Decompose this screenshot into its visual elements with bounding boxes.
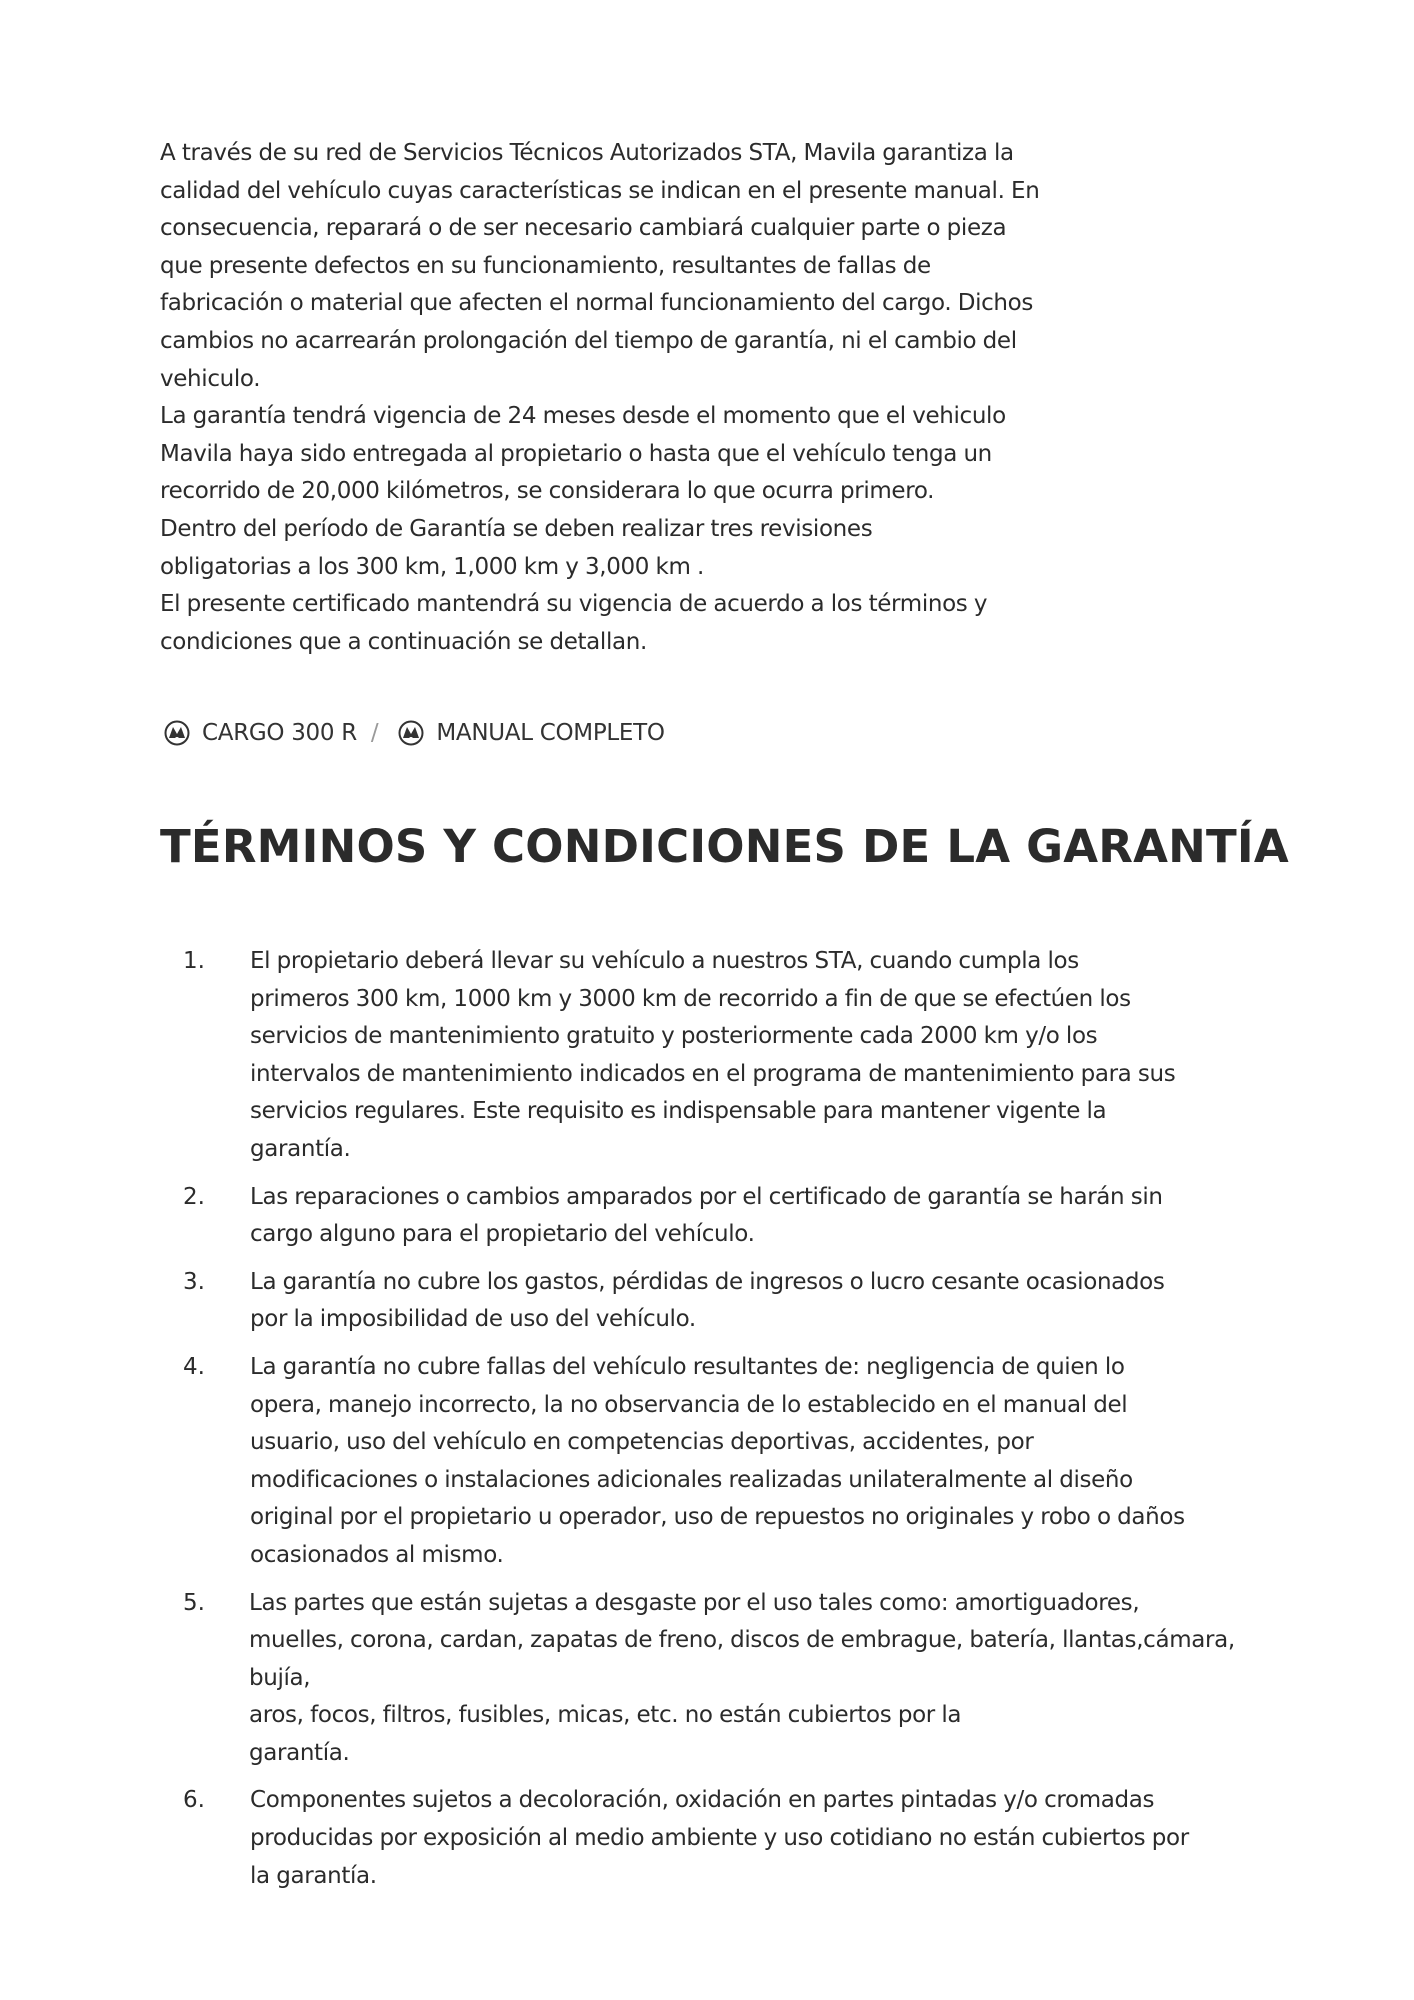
intro-line: A través de su red de Servicios Técnicos Autorizados STA, Mavila garantiza la bbox=[160, 140, 1014, 166]
intro-line: recorrido de 20,000 kilómetros, se considerara lo que ocurra primero. bbox=[160, 478, 935, 505]
list-item bbox=[160, 1264, 1270, 1339]
list-item-line: cargo alguno para el propietario del vehículo. bbox=[250, 1221, 755, 1248]
list-item-text bbox=[250, 943, 1175, 1169]
breadcrumb-item-manual-completo[interactable] bbox=[394, 720, 664, 746]
list-item-line: usuario, uso del vehículo en competencias deportivas, accidentes, por bbox=[250, 1429, 1034, 1456]
list-item-line: La garantía no cubre fallas del vehículo resultantes de: negligencia de quien lo bbox=[250, 1353, 1125, 1380]
list-item-text bbox=[250, 1349, 1185, 1575]
list-item-line: La garantía no cubre los gastos, pérdidas de ingresos o lucro cesante ocasionados bbox=[250, 1268, 1165, 1295]
list-item-number: 3. bbox=[183, 1268, 205, 1295]
intro-line: calidad del vehículo cuyas características se indican en el presente manual. En bbox=[160, 177, 1040, 204]
intro-line: condiciones que a continuación se detallan. bbox=[160, 628, 647, 655]
list-item-line: El propietario deberá llevar su vehículo a nuestros STA, cuando cumpla los bbox=[250, 948, 1079, 974]
brand-logo-icon bbox=[398, 720, 424, 746]
list-item-line: garantía. bbox=[248, 1739, 350, 1766]
list-item-number: 5. bbox=[183, 1589, 205, 1616]
list-item-text bbox=[250, 1264, 1165, 1339]
list-item-text bbox=[250, 1782, 1189, 1895]
list-item-line: modificaciones o instalaciones adicionales realizadas unilateralmente al diseño bbox=[250, 1466, 1133, 1493]
intro-line: Dentro del período de Garantía se deben realizar tres revisiones bbox=[160, 515, 873, 542]
intro-line: consecuencia, reparará o de ser necesario cambiará cualquier parte o pieza bbox=[160, 215, 1007, 242]
intro-paragraph bbox=[160, 135, 1060, 661]
list-item-line: servicios regulares. Este requisito es indispensable para mantener vigente la bbox=[250, 1098, 1107, 1125]
intro-line: que presente defectos en su funcionamiento, resultantes de fallas de bbox=[160, 252, 931, 279]
list-item-line: opera, manejo incorrecto, la no observancia de lo establecido en el manual del bbox=[250, 1391, 1128, 1418]
brand-logo-icon bbox=[164, 720, 190, 746]
intro-line: Mavila haya sido entregada al propietario o hasta que el vehículo tenga un bbox=[160, 440, 992, 467]
breadcrumb bbox=[160, 720, 665, 746]
list-item-line: producidas por exposición al medio ambiente y uso cotidiano no están cubiertos por bbox=[250, 1825, 1189, 1852]
list-item-text bbox=[249, 1585, 1270, 1773]
document-page bbox=[160, 135, 1289, 1889]
list-item-number: 1. bbox=[183, 948, 205, 974]
list-item-line: por la imposibilidad de uso del vehículo. bbox=[250, 1306, 696, 1333]
breadcrumb-separator: / bbox=[370, 720, 379, 746]
list-item-line: servicios de mantenimiento gratuito y posteriormente cada 2000 km y/o los bbox=[250, 1023, 1098, 1050]
list-item bbox=[160, 1585, 1270, 1773]
intro-line: La garantía tendrá vigencia de 24 meses desde el momento que el vehiculo bbox=[160, 403, 1006, 430]
intro-line: fabricación o material que afecten el normal funcionamiento del cargo. Dichos bbox=[160, 290, 1034, 317]
list-item-line: la garantía. bbox=[250, 1862, 377, 1889]
list-item-number: 6. bbox=[183, 1787, 205, 1814]
list-item-line: muelles, corona, cardan, zapatas de freno, discos de embrague, batería, llantas,cámara, bujía, bbox=[248, 1627, 1235, 1691]
list-item bbox=[160, 1782, 1270, 1895]
list-item bbox=[160, 1179, 1270, 1254]
list-item-line: Componentes sujetos a decoloración, oxidación en partes pintadas y/o cromadas bbox=[250, 1787, 1155, 1814]
list-item-line: aros, focos, filtros, fusibles, micas, etc. no están cubiertos por la bbox=[248, 1702, 962, 1729]
intro-line: vehiculo. bbox=[160, 365, 261, 392]
list-item-line: intervalos de mantenimiento indicados en el programa de mantenimiento para sus bbox=[250, 1060, 1176, 1087]
intro-line: El presente certificado mantendrá su vigencia de acuerdo a los términos y bbox=[160, 591, 988, 618]
list-item-text bbox=[250, 1179, 1163, 1254]
list-item bbox=[160, 943, 1270, 1169]
breadcrumb-label: MANUAL COMPLETO bbox=[436, 720, 665, 746]
terms-list bbox=[160, 943, 1270, 1905]
intro-line: cambios no acarrearán prolongación del tiempo de garantía, ni el cambio del bbox=[160, 327, 1017, 354]
list-item-number: 2. bbox=[183, 1183, 205, 1210]
list-item-line: ocasionados al mismo. bbox=[250, 1541, 504, 1568]
list-item-line: Las reparaciones o cambios amparados por el certificado de garantía se harán sin bbox=[250, 1183, 1163, 1210]
list-item-line: primeros 300 km, 1000 km y 3000 km de recorrido a fin de que se efectúen los bbox=[250, 985, 1131, 1012]
list-item-number: 4. bbox=[183, 1353, 205, 1380]
list-item-line: garantía. bbox=[250, 1135, 351, 1162]
list-item-line: original por el propietario u operador, uso de repuestos no originales y robo o daños bbox=[250, 1504, 1185, 1531]
breadcrumb-label: CARGO 300 R bbox=[202, 720, 357, 746]
list-item-line: Las partes que están sujetas a desgaste por el uso tales como: amortiguadores, bbox=[248, 1589, 1140, 1616]
page-title: TÉRMINOS Y CONDICIONES DE LA GARANTÍA bbox=[160, 820, 1289, 873]
breadcrumb-item-cargo-300-r[interactable] bbox=[160, 720, 357, 746]
list-item bbox=[160, 1349, 1270, 1575]
intro-line: obligatorias a los 300 km, 1,000 km y 3,000 km . bbox=[160, 553, 705, 580]
